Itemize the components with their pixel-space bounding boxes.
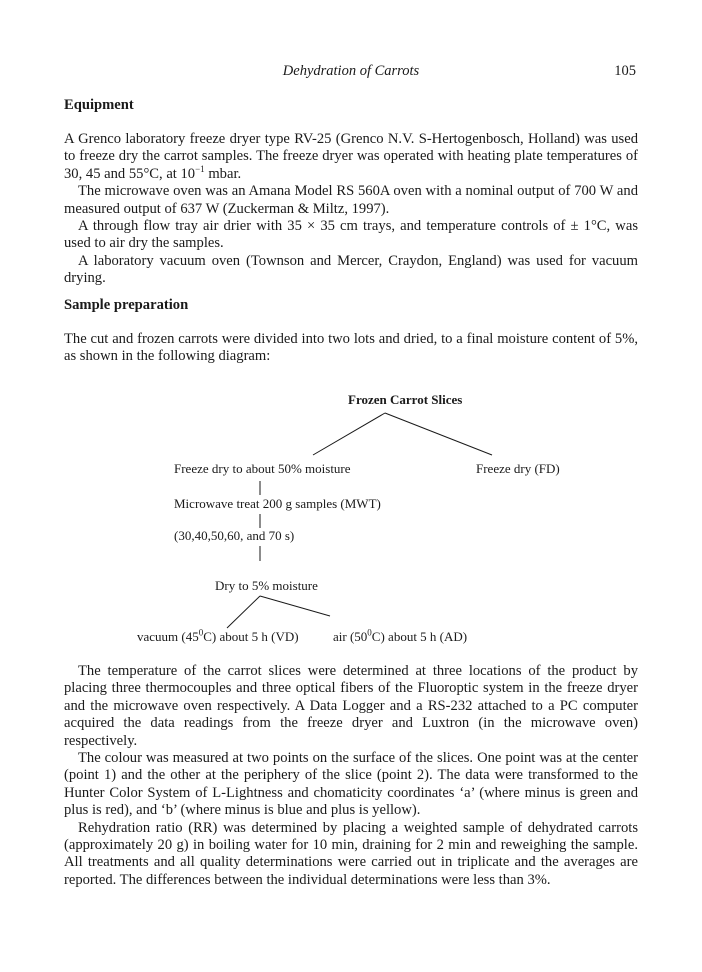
node-dry-to-5: Dry to 5% moisture xyxy=(215,578,318,593)
equipment-paragraph-1-text: A Grenco laboratory freeze dryer type RV-25 (Grenco N.V. S-Hertogenbosch, Holland) was used to freeze dry the carrot samples. The freeze dryer was operated with heating plate temperatures of 30, 45 and 55°C, at 10 xyxy=(64,131,638,182)
running-title: Dehydration of Carrots xyxy=(282,63,420,79)
node-air-drying xyxy=(333,629,467,645)
vacuum-degree-sup: 0 xyxy=(198,627,204,638)
body-paragraph-rehydration: Rehydration ratio (RR) was determined by placing a weighted sample of dehydrated carrots (approximately 20 g) in boiling water for 10 min, draining for 2 min and reweighing the sample. All treatments and all quality determinations were carried out in triplicate and the averages are reported. The differences between the individual determinations were less than 3%. xyxy=(64,819,638,888)
node-treatment-times: (30,40,50,60, and 70 s) xyxy=(174,528,295,543)
page-number: 105 xyxy=(614,63,636,79)
connector-dry-to-air xyxy=(260,596,330,616)
drying-process-diagram xyxy=(0,385,702,655)
running-head xyxy=(0,63,702,83)
vacuum-label-end: C) about 5 h (VD) xyxy=(203,629,299,644)
sample-preparation-text xyxy=(64,331,638,366)
node-frozen-carrot-slices: Frozen Carrot Slices xyxy=(348,392,463,407)
connector-dry-to-vacuum xyxy=(227,596,260,628)
connector-root-to-right xyxy=(385,413,492,455)
section-heading-sample-preparation: Sample preparation xyxy=(64,297,189,313)
equipment-paragraph-1 xyxy=(64,131,638,183)
methods-body-text xyxy=(64,663,638,889)
node-freeze-dry-fd: Freeze dry (FD) xyxy=(476,461,560,476)
body-paragraph-temperature: The temperature of the carrot slices were determined at three locations of the product by placing three thermocouples and three optical fibers of the Fluoroptic system in the freeze dryer and the microwave oven respectively. A Data Logger and a RS-232 attached to a PC computer acquired the data readings from the freeze dryer and Luxtron (in the microwave oven) respectively. xyxy=(64,663,638,749)
air-label-end: C) about 5 h (AD) xyxy=(371,629,468,644)
equipment-section-text xyxy=(64,131,638,288)
air-label-start: air (50 xyxy=(333,629,368,644)
body-paragraph-colour: The colour was measured at two points on the surface of the slices. One point was at the center (point 1) and the other at the periphery of the slice (point 2). The data were transformed to the Hunter Color System of L-Lightness and chomaticity coordinates ‘a’ (where minus is green and plus is red), and ‘b’ (where minus is blue and plus is yellow). xyxy=(64,750,638,819)
equipment-paragraph-2: The microwave oven was an Amana Model RS 560A oven with a nominal output of 700 W and measured output of 637 W (Zuckerman & Miltz, 1997). xyxy=(64,183,638,217)
connector-root-to-left xyxy=(313,413,385,455)
node-vacuum-drying xyxy=(137,629,299,645)
pressure-exponent: −1 xyxy=(195,163,205,174)
diagram-connector-lines xyxy=(0,385,702,655)
equipment-paragraph-1-end: mbar. xyxy=(204,165,242,182)
vacuum-label-start: vacuum (45 xyxy=(137,629,199,644)
equipment-paragraph-4: A laboratory vacuum oven (Townson and Mercer, Craydon, England) was used for vacuum drying. xyxy=(64,252,638,287)
equipment-paragraph-3: A through flow tray air drier with 35 × 35 cm trays, and temperature controls of ± 1°C, was used to air dry the samples. xyxy=(64,218,638,252)
sample-preparation-paragraph: The cut and frozen carrots were divided into two lots and dried, to a final moisture content of 5%, as shown in the following diagram: xyxy=(64,331,638,365)
node-freeze-dry-50: Freeze dry to about 50% moisture xyxy=(174,461,351,476)
air-degree-sup: 0 xyxy=(367,627,372,638)
node-microwave-treat: Microwave treat 200 g samples (MWT) xyxy=(174,496,381,511)
section-heading-equipment: Equipment xyxy=(64,97,134,113)
